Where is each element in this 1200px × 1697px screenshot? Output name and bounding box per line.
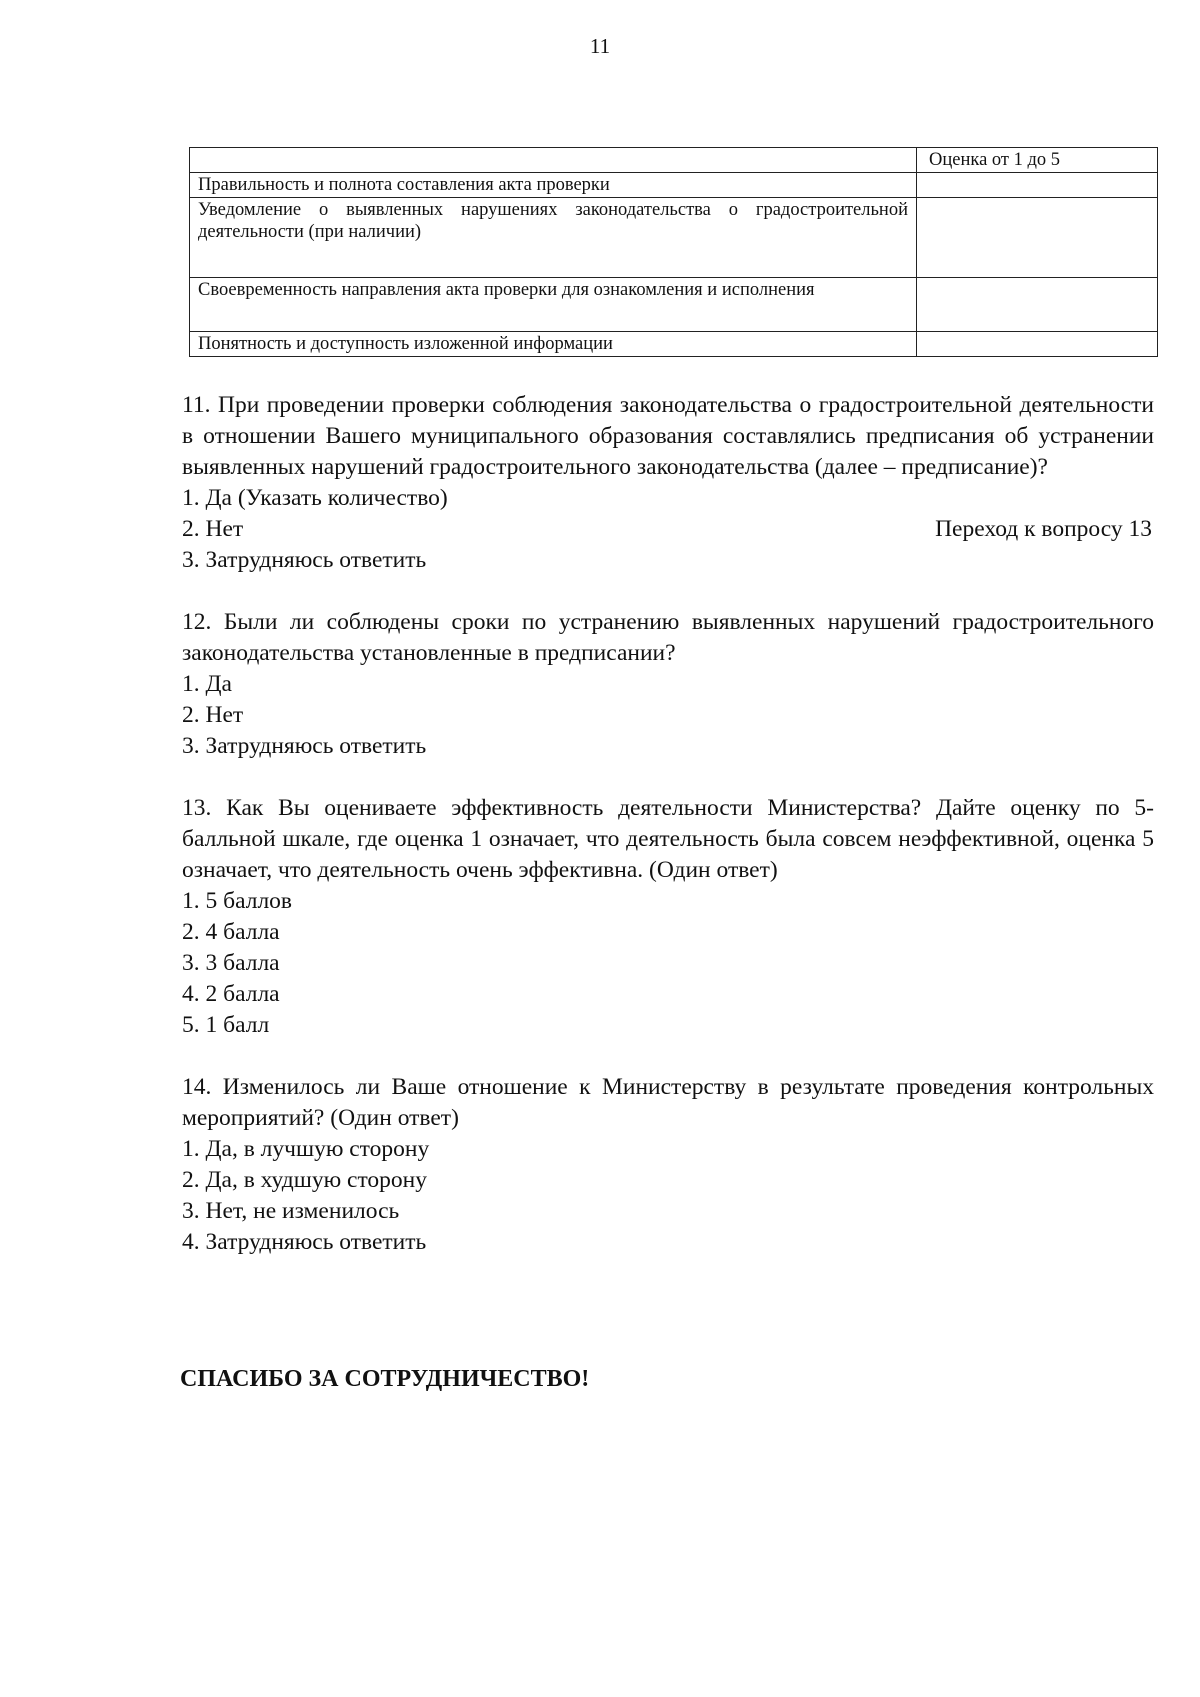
question-13 bbox=[182, 793, 1154, 1041]
rating-table bbox=[189, 147, 1158, 357]
answer-option: 1. Да bbox=[182, 671, 232, 697]
closing-thanks: СПАСИБО ЗА СОТРУДНИЧЕСТВО! bbox=[180, 1366, 590, 1392]
question-text: 14. Изменилось ли Ваше отношение к Министерству в результате проведения контрольных мероприятий? (Один ответ) bbox=[182, 1074, 1154, 1131]
answer-options bbox=[182, 669, 1154, 762]
answer-option: 1. 5 баллов bbox=[182, 888, 293, 914]
question-14 bbox=[182, 1072, 1154, 1258]
table-row-criterion: Понятность и доступность изложенной информации bbox=[190, 332, 917, 357]
answer-option: 2. 4 балла bbox=[182, 919, 280, 945]
answer-option: 1. Да (Указать количество) bbox=[182, 485, 448, 511]
answer-options bbox=[182, 1134, 1154, 1258]
answer-option-with-note bbox=[182, 514, 1154, 545]
question-12 bbox=[182, 607, 1154, 762]
table-row-score-cell bbox=[917, 278, 1158, 332]
question-text: 11. При проведении проверки соблюдения законодательства о градостроительной деятельности в отношении Вашего муниципального образования составлялись предписания об устранении выявленных нарушений градостроительного законодательства (далее – предписание)? bbox=[182, 392, 1154, 480]
question-text: 13. Как Вы оцениваете эффективность деятельности Министерства? Дайте оценку по 5-балльной шкале, где оценка 1 означает, что деятельность была совсем неэффективной, оценка 5 означает, что деятельность очень эффективна. (Один ответ) bbox=[182, 795, 1154, 883]
table-row-criterion: Уведомление о выявленных нарушениях законодательства о градостроительной деятельности (при наличии) bbox=[190, 198, 917, 278]
answer-option: 3. 3 балла bbox=[182, 950, 280, 976]
answer-option: 2. Нет bbox=[182, 516, 244, 542]
table-row-score-cell bbox=[917, 198, 1158, 278]
answer-option: 3. Затрудняюсь ответить bbox=[182, 547, 427, 573]
answer-option: 4. Затрудняюсь ответить bbox=[182, 1229, 427, 1255]
question-text: 12. Были ли соблюдены сроки по устранению выявленных нарушений градостроительного законодательства установленные в предписании? bbox=[182, 609, 1154, 666]
table-row-criterion: Своевременность направления акта проверки для ознакомления и исполнения bbox=[190, 278, 917, 332]
questions-section bbox=[182, 390, 1154, 1289]
table-header-criterion bbox=[190, 148, 917, 173]
answer-option: 2. Да, в худшую сторону bbox=[182, 1167, 428, 1193]
table-row-criterion: Правильность и полнота составления акта проверки bbox=[190, 173, 917, 198]
answer-options bbox=[182, 483, 1154, 576]
answer-option: 3. Затрудняюсь ответить bbox=[182, 733, 427, 759]
table-row bbox=[190, 173, 1158, 198]
answer-option: 4. 2 балла bbox=[182, 981, 280, 1007]
table-row bbox=[190, 278, 1158, 332]
answer-option: 3. Нет, не изменилось bbox=[182, 1198, 400, 1224]
page-number: 11 bbox=[589, 34, 611, 58]
table-header-score: Оценка от 1 до 5 bbox=[917, 148, 1158, 173]
table-row-score-cell bbox=[917, 173, 1158, 198]
skip-note: Переход к вопросу 13 bbox=[935, 516, 1152, 542]
answer-option: 5. 1 балл bbox=[182, 1012, 270, 1038]
answer-options bbox=[182, 886, 1154, 1041]
table-row-score-cell bbox=[917, 332, 1158, 357]
table-row bbox=[190, 198, 1158, 278]
answer-option: 1. Да, в лучшую сторону bbox=[182, 1136, 430, 1162]
table-header-row bbox=[190, 148, 1158, 173]
question-11 bbox=[182, 390, 1154, 576]
table-row bbox=[190, 332, 1158, 357]
answer-option: 2. Нет bbox=[182, 702, 244, 728]
